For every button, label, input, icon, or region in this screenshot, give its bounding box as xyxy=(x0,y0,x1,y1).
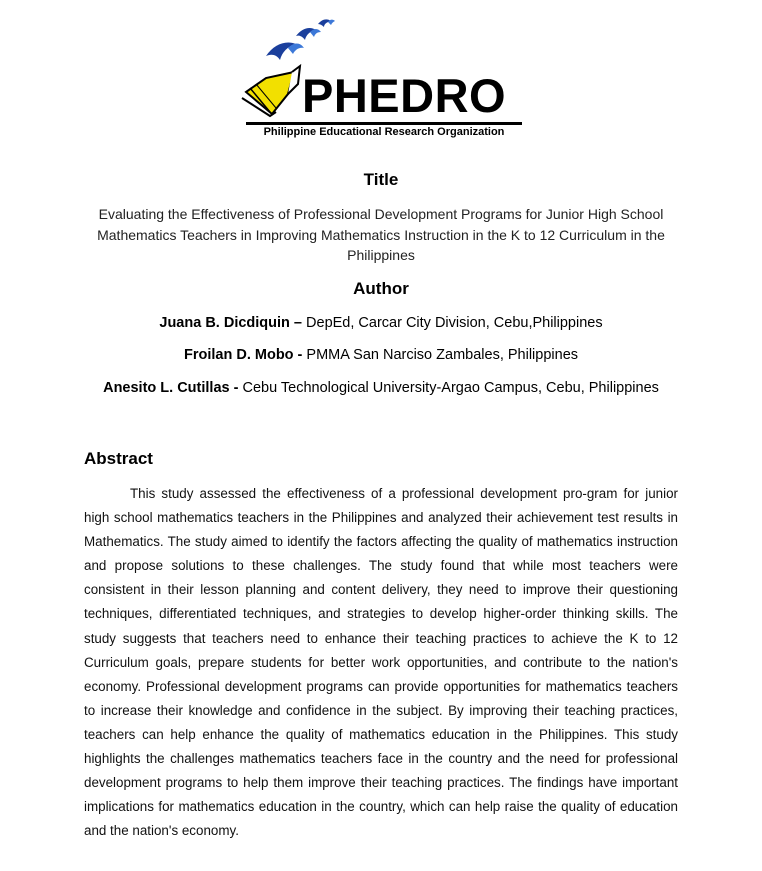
author-heading: Author xyxy=(353,279,409,298)
title-heading: Title xyxy=(363,170,399,189)
author-affiliation: DepEd, Carcar City Division, Cebu,Philippines xyxy=(302,315,603,331)
author-affiliation: Cebu Technological University-Argao Campus, Cebu, Philippines xyxy=(238,380,659,396)
abstract-body: This study assessed the effectiveness of a professional development pro-gram for junior high school mathematics teachers in the Philippines and analyzed their achievement test results in Mathematics. The study aimed to identify the factors affecting the quality of mathematics instruction and propose solutions to these challenges. The study found that while most teachers were consistent in their lesson planning and content delivery, they need to improve their questioning techniques, differentiated techniques, and strategies to develop higher-order thinking skills. The study suggests that teachers need to enhance their teaching practices to achieve the K to 12 Curriculum goals, prepare students for better work opportunities, and contribute to the nation's economy. Professional development programs can provide opportunities for mathematics teachers to increase their knowledge and confidence in the subject. By improving their teaching practices, teachers can help enhance the quality of mathematics education in the Philippines. This study highlights the challenges mathematics teachers face in the country and the need for professional development programs to help them improve their teaching practices. The findings have important implications for mathematics education in the country, which can help raise the quality of education and the nation's economy. xyxy=(84,486,678,839)
author-line xyxy=(0,315,762,331)
abstract-heading: Abstract xyxy=(84,449,153,468)
paper-title: Evaluating the Effectiveness of Professional Development Programs for Junior High School Mathematics Teachers in Improving Mathematics Instruction in the K to 12 Curriculum in the Philippines xyxy=(97,206,665,263)
author-line xyxy=(0,347,762,363)
author-line xyxy=(0,380,762,396)
logo-subtitle: Philippine Educational Research Organization xyxy=(263,126,505,138)
logo-wordmark: PHEDRO xyxy=(302,69,507,122)
author-name: Froilan D. Mobo - xyxy=(183,347,303,363)
author-name: Anesito L. Cutillas - xyxy=(103,380,239,396)
author-name: Juana B. Dicdiquin – xyxy=(159,315,302,331)
author-affiliation: PMMA San Narciso Zambales, Philippines xyxy=(302,347,579,363)
phedro-logo xyxy=(236,14,526,144)
